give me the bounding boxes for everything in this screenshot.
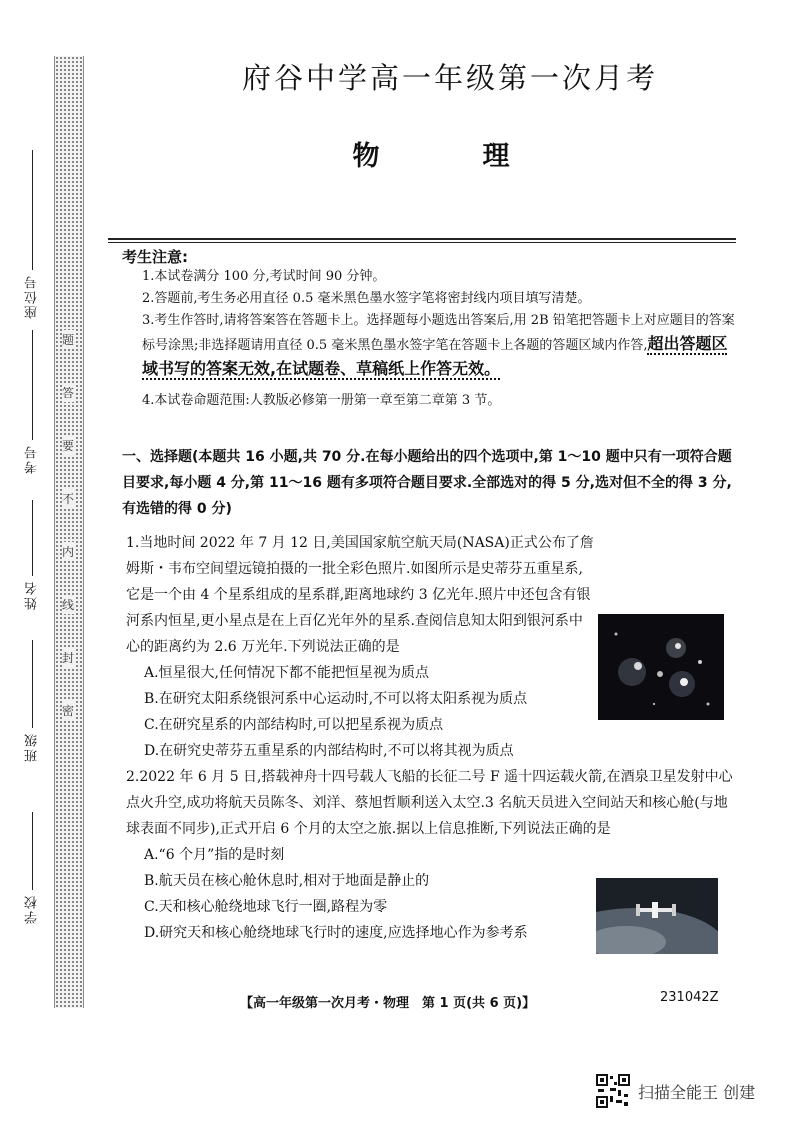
seal-char: 封 xyxy=(62,648,74,667)
scanner-watermark xyxy=(596,1074,755,1108)
notice-list xyxy=(142,266,736,412)
seal-char: 不 xyxy=(62,489,74,508)
notice-item-text: 3.考生作答时,请将答案答在答题卡上。选择题每小题选出答案后,用 2B 铅笔把答题卡上对应题目的答案标号涂黑;非选择题请用直径 0.5 毫米黑色墨水签字笔在答题卡上各题的答题区域内作答, xyxy=(142,313,735,353)
seal-char: 题 xyxy=(62,330,74,349)
question-stem: 2.2022 年 6 月 5 日,搭载神舟十四号载人飞船的长征二号 F 遥十四运载火箭,在酒泉卫星发射中心点火升空,成功将航天员陈冬、刘洋、蔡旭哲顺利送入太空.3 名航天员进入空间站天和核心舱(与地球表面不同步),正式开启 6 个月的太空之旅.据以上信息推断,下列说法正确的是 xyxy=(126,769,733,837)
notice-emphasis: 超出答题区域书写的答案无效,在试题卷、草稿纸上作答无效。 xyxy=(142,334,728,378)
galaxy-photo xyxy=(598,614,724,720)
field-label: 考号 xyxy=(24,444,40,474)
page-footer: 【高一年级第一次月考・物理 第 1 页(共 6 页)】 xyxy=(240,996,536,1011)
field-label: 班级 xyxy=(24,732,40,762)
watermark-text: 扫描全能王 创建 xyxy=(638,1082,756,1102)
option-a: A.“6 个月”指的是时刻 xyxy=(144,847,285,863)
field-label: 姓名 xyxy=(24,580,40,610)
notice-heading: 考生注意: xyxy=(122,248,188,266)
field-school[interactable] xyxy=(20,812,44,924)
section-heading: 一、选择题(本题共 16 小题,共 70 分.在每小题给出的四个选项中,第 1～10 题中只有一项符合题目要求,每小题 4 分,第 11～16 题有多项符合题目要求.全部选对的得 5 分,选对但不全的得 3 分,有选错的得 0 分) xyxy=(122,449,732,517)
notice-item xyxy=(142,310,736,382)
notice-item: 2.答题前,考生务必用直径 0.5 毫米黑色墨水签字笔将密封线内项目填写清楚。 xyxy=(142,291,591,306)
field-class[interactable] xyxy=(20,640,44,762)
exam-subject: 物 理 xyxy=(352,141,548,172)
field-name[interactable] xyxy=(20,500,44,610)
option-a: A.恒星很大,任何情况下都不能把恒星视为质点 xyxy=(144,665,430,681)
option-c: C.天和核心舱绕地球飞行一圈,路程为零 xyxy=(144,899,388,915)
seal-char: 线 xyxy=(62,595,74,614)
question-stem: 1.当地时间 2022 年 7 月 12 日,美国国家航空航天局(NASA)正式公布了詹姆斯・韦布空间望远镜拍摄的一批全彩色照片.如图所示是史蒂芬五重星系,它是一个由 4 个星系组成的星系群,距离地球约 3 亿光年.照片中还包含有银河系内恒星,更小星点是在上百亿光年外的星系.查阅信息知太阳到银河系中心的距离约为 2.6 万光年.下列说法正确的是 xyxy=(126,535,594,655)
seal-char: 密 xyxy=(62,701,74,720)
option-b: B.航天员在核心舱休息时,相对于地面是静止的 xyxy=(144,873,430,889)
header-divider xyxy=(108,238,736,240)
field-exam-number[interactable] xyxy=(20,330,44,474)
option-b: B.在研究太阳系绕银河系中心运动时,不可以将太阳系视为质点 xyxy=(144,691,528,707)
exam-title: 府谷中学高一年级第一次月考 xyxy=(241,61,658,95)
seal-char: 要 xyxy=(62,436,74,455)
field-label: 学校 xyxy=(24,894,40,924)
notice-item: 1.本试卷满分 100 分,考试时间 90 分钟。 xyxy=(142,269,386,284)
field-seat-number[interactable] xyxy=(20,150,44,319)
space-station-photo xyxy=(596,878,718,954)
seal-char: 内 xyxy=(62,542,74,561)
exam-code: 231042Z xyxy=(660,990,719,1005)
seal-line-text xyxy=(55,330,81,720)
option-d: D.研究天和核心舱绕地球飞行时的速度,应选择地心作为参考系 xyxy=(144,925,528,941)
header-divider-thin xyxy=(108,242,736,243)
option-c: C.在研究星系的内部结构时,可以把星系视为质点 xyxy=(144,717,444,733)
option-d: D.在研究史蒂芬五重星系的内部结构时,不可以将其视为质点 xyxy=(144,743,514,759)
notice-item: 4.本试卷命题范围:人教版必修第一册第一章至第二章第 3 节。 xyxy=(142,393,501,408)
qr-code-icon xyxy=(596,1074,630,1108)
seal-char: 答 xyxy=(62,383,74,402)
field-label: 座位号 xyxy=(24,274,40,319)
